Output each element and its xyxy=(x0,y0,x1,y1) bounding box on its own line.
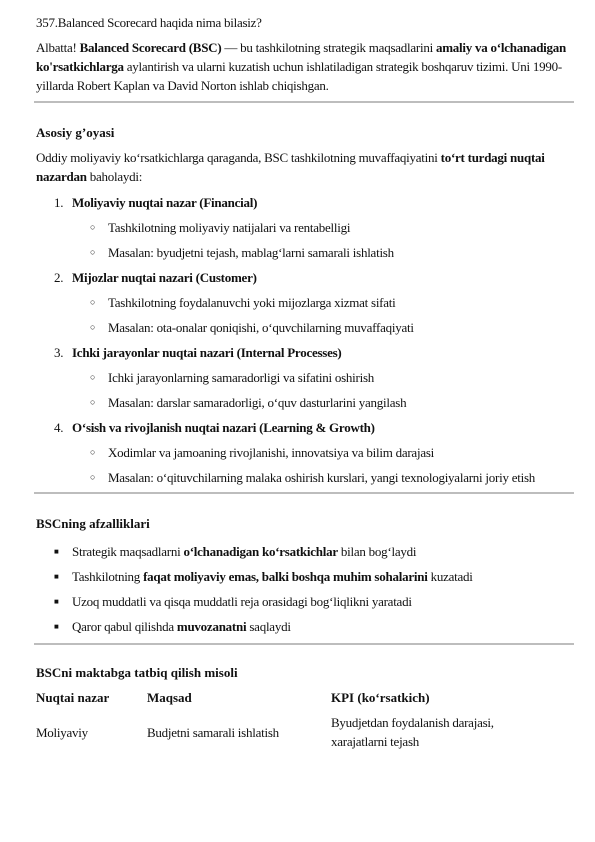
intro-text-3: aylantirish va ularni kuzatish uchun ishlatiladigan strategik boshqaruv tizimi. Uni 1990-yillarda Robert Kaplan va David Norton ishlab chiqishgan. xyxy=(36,59,562,93)
perspective-number: 3. xyxy=(54,345,64,360)
lead-text-1: Oddiy moliyaviy ko‘rsatkichlarga qaraganda, BSC tashkilotning muvaffaqiyatini xyxy=(36,150,441,165)
square-bullet-icon: ■ xyxy=(54,547,59,556)
perspective-subitems xyxy=(36,215,573,265)
perspectives-list xyxy=(36,190,573,490)
advantage-item: ■ Tashkilotning faqat moliyaviy emas, balki boshqa muhim sohalarini kuzatadi xyxy=(36,564,573,589)
advantage-item: ■ Uzoq muddatli va qisqa muddatli reja orasidagi bog‘liqlikni yaratadi xyxy=(36,589,573,614)
table-header-row xyxy=(34,684,571,710)
intro-bold-2: amaliy va o‘lchanadigan ko'rsatkichlarga xyxy=(36,40,567,74)
lead-bold: to‘rt turdagi nuqtai nazardan xyxy=(36,150,545,184)
subitem: ○ Masalan: darslar samaradorligi, o‘quv dasturlarini yangilash xyxy=(90,395,407,410)
section-divider xyxy=(34,101,574,103)
circle-bullet-icon: ○ xyxy=(90,372,96,382)
perspective-subitems xyxy=(36,440,573,490)
table-cell: Moliyaviy xyxy=(36,724,88,740)
square-bullet-icon: ■ xyxy=(54,572,59,581)
subitem: ○ Masalan: byudjetni tejash, mablag‘larni samarali ishlatish xyxy=(90,245,394,260)
perspective-item xyxy=(36,340,573,415)
square-bullet-icon: ■ xyxy=(54,622,59,631)
perspective-subitems xyxy=(36,365,573,415)
advantages-list xyxy=(36,539,573,639)
circle-bullet-icon: ○ xyxy=(90,447,96,457)
subitem: ○ Tashkilotning moliyaviy natijalari va rentabelligi xyxy=(90,220,351,235)
intro-text-2: — bu tashkilotning strategik maqsadlarini xyxy=(221,40,436,55)
section-divider xyxy=(34,643,574,645)
subitem: ○ Xodimlar va jamoaning rivojlanishi, innovatsiya va bilim darajasi xyxy=(90,445,435,460)
perspective-number: 4. xyxy=(54,420,64,435)
table-header-cell: KPI (ko‘rsatkich) xyxy=(331,689,430,705)
main-idea-heading: Asosiy g’oyasi xyxy=(36,125,115,140)
table-header-cell: Maqsad xyxy=(147,689,192,705)
advantages-heading: BSCning afzalliklari xyxy=(36,516,150,531)
perspective-subitems xyxy=(36,290,573,340)
advantage-item: ■ Qaror qabul qilishda muvozanatni saqlaydi xyxy=(36,614,573,639)
table-cell: Budjetni samarali ishlatish xyxy=(147,724,279,740)
circle-bullet-icon: ○ xyxy=(90,247,96,257)
circle-bullet-icon: ○ xyxy=(90,222,96,232)
circle-bullet-icon: ○ xyxy=(90,297,96,307)
perspective-number: 2. xyxy=(54,270,64,285)
subitem: ○ Ichki jarayonlarning samaradorligi va sifatini oshirish xyxy=(90,370,375,385)
intro-paragraph xyxy=(36,38,573,95)
kpi-table xyxy=(34,684,571,754)
circle-bullet-icon: ○ xyxy=(90,322,96,332)
circle-bullet-icon: ○ xyxy=(90,397,96,407)
perspective-title: Ichki jarayonlar nuqtai nazari (Internal Processes) xyxy=(72,345,342,360)
example-heading: BSCni maktabga tatbiq qilish misoli xyxy=(36,665,238,680)
table-cell: Byudjetdan foydalanish darajasi, xarajatlarni tejash xyxy=(331,715,494,749)
square-bullet-icon: ■ xyxy=(54,597,59,606)
table-row xyxy=(34,710,571,754)
perspective-number: 1. xyxy=(54,195,64,210)
table-header-cell: Nuqtai nazar xyxy=(36,689,110,705)
subitem: ○ Masalan: o‘qituvchilarning malaka oshirish kurslari, yangi texnologiyalarni joriy etish xyxy=(90,470,536,485)
perspective-title: Mijozlar nuqtai nazari (Customer) xyxy=(72,270,257,285)
circle-bullet-icon: ○ xyxy=(90,472,96,482)
perspective-item xyxy=(36,415,573,490)
perspective-title: O‘sish va rivojlanish nuqtai nazari (Learning & Growth) xyxy=(72,420,375,435)
section-divider xyxy=(34,492,574,494)
subitem: ○ Tashkilotning foydalanuvchi yoki mijozlarga xizmat sifati xyxy=(90,295,396,310)
intro-bold-1: Balanced Scorecard (BSC) xyxy=(79,40,222,55)
main-idea-lead xyxy=(36,148,573,186)
perspective-title: Moliyaviy nuqtai nazar (Financial) xyxy=(72,195,258,210)
advantage-item: ■ Strategik maqsadlarni o‘lchanadigan ko‘rsatkichlar bilan bog‘laydi xyxy=(36,539,573,564)
question-heading: 357.Balanced Scorecard haqida nima bilasiz? xyxy=(36,15,262,30)
perspective-item xyxy=(36,190,573,265)
lead-text-2: baholaydi: xyxy=(86,169,143,184)
intro-text-1: Albatta! xyxy=(36,40,80,55)
subitem: ○ Masalan: ota-onalar qoniqishi, o‘quvchilarning muvaffaqiyati xyxy=(90,320,414,335)
perspective-item xyxy=(36,265,573,340)
